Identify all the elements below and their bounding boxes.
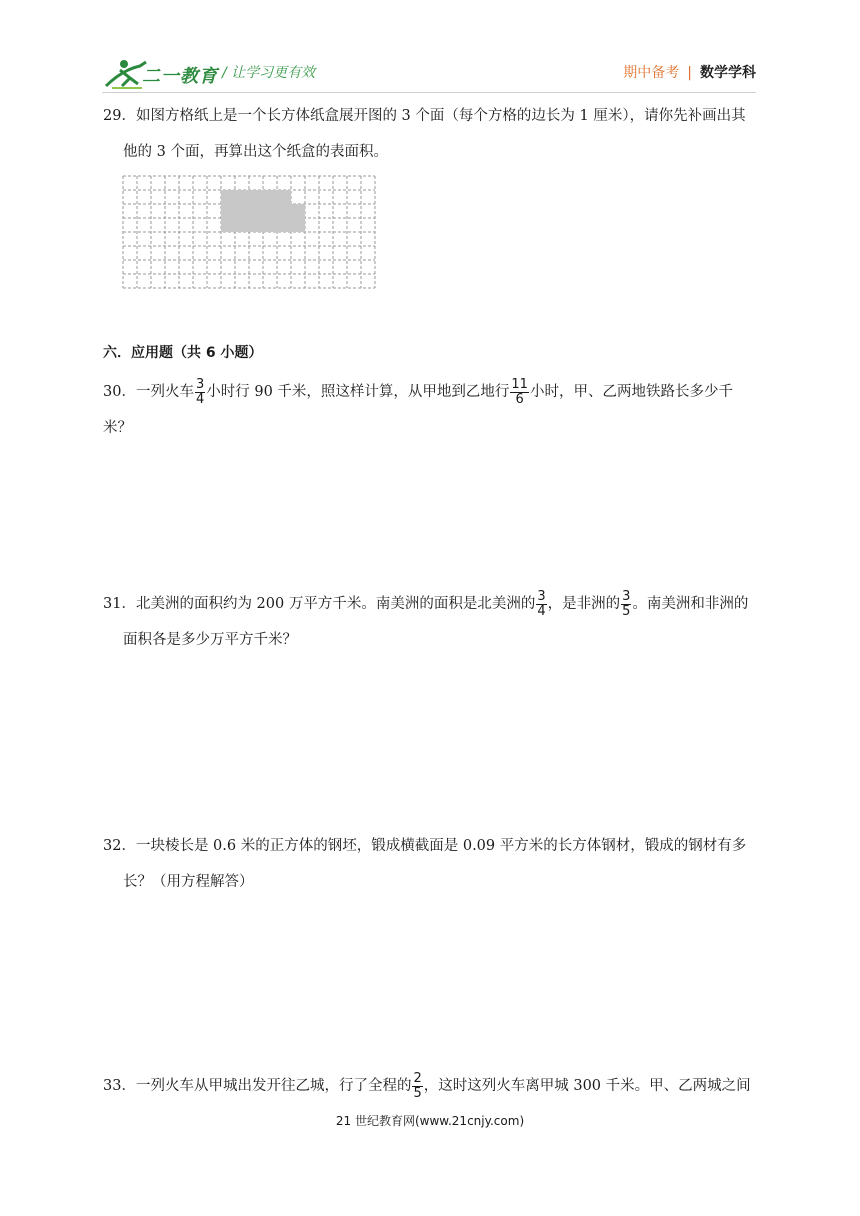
question-text: 一列火车 (135, 384, 194, 400)
section-title: 六．应用题（共 6 小题） (103, 345, 263, 361)
fraction (195, 378, 205, 407)
question-text: 一列火车从甲城出发开往乙城，行了全程的 (135, 1078, 412, 1094)
page-footer: 21 世纪教育网(www.21cnjy.com) (335, 1114, 525, 1128)
logo-text: 二一教育 (142, 66, 218, 87)
grid-paper-figure (122, 175, 376, 291)
fraction-denominator: 5 (413, 1085, 422, 1101)
fraction-numerator: 3 (622, 588, 631, 604)
header-right (623, 62, 756, 82)
slogan: / 让学习更有效 (222, 65, 316, 81)
question-30 (103, 374, 759, 446)
question-text: 小时，甲、乙两地铁路长多少千米？ (103, 384, 733, 436)
fraction-numerator: 3 (537, 588, 546, 604)
fraction-denominator: 4 (195, 391, 205, 407)
exam-label: 期中备考 (623, 65, 680, 81)
question-text: 如图方格纸上是一个长方体纸盒展开图的 3 个面（每个方格的边长为 1 厘米），请你先补画出其 (135, 108, 746, 124)
fraction (412, 1072, 422, 1101)
question-text-cont: 长？（用方程解答） (123, 874, 254, 890)
subject-label: 数学学科 (700, 65, 756, 81)
fraction-denominator: 4 (537, 603, 546, 619)
question-number: 32． (103, 838, 136, 854)
question-text: 。南美洲和非洲的 (632, 596, 749, 612)
question-31 (103, 586, 759, 658)
page-header (0, 0, 860, 100)
header-divider (102, 92, 756, 93)
fraction (536, 590, 546, 619)
fraction-denominator: 6 (515, 391, 524, 407)
question-33 (103, 1068, 759, 1104)
fraction-numerator: 3 (195, 376, 205, 392)
question-number: 30． (103, 384, 136, 400)
fraction (621, 590, 631, 619)
fraction-numerator: 11 (511, 376, 528, 392)
question-number: 31． (103, 596, 136, 612)
fraction-denominator: 5 (622, 603, 631, 619)
question-text: 一块棱长是 0.6 米的正方体的钢坯，锻成横截面是 0.09 平方米的长方体钢材，锻成的钢材有多 (135, 838, 747, 854)
question-text-cont: 面积各是多少万平方千米？ (123, 632, 297, 648)
question-text: 北美洲的面积约为 200 万平方千米。南美洲的面积是北美洲的 (135, 596, 536, 612)
question-number: 29． (103, 108, 136, 124)
question-text: 小时行 90 千米，照这样计算，从甲地到乙地行 (206, 384, 510, 400)
question-text: ，是非洲的 (547, 596, 621, 612)
fraction-numerator: 2 (413, 1070, 422, 1086)
question-text-cont: 他的 3 个面，再算出这个纸盒的表面积。 (123, 144, 388, 160)
fraction (510, 378, 529, 407)
header-separator: | (687, 65, 692, 81)
question-number: 33． (103, 1078, 136, 1094)
question-text: ，这时这列火车离甲城 300 千米。甲、乙两城之间 (423, 1078, 751, 1094)
shaded-faces (221, 190, 305, 232)
question-29 (103, 98, 759, 170)
question-32 (103, 828, 759, 900)
